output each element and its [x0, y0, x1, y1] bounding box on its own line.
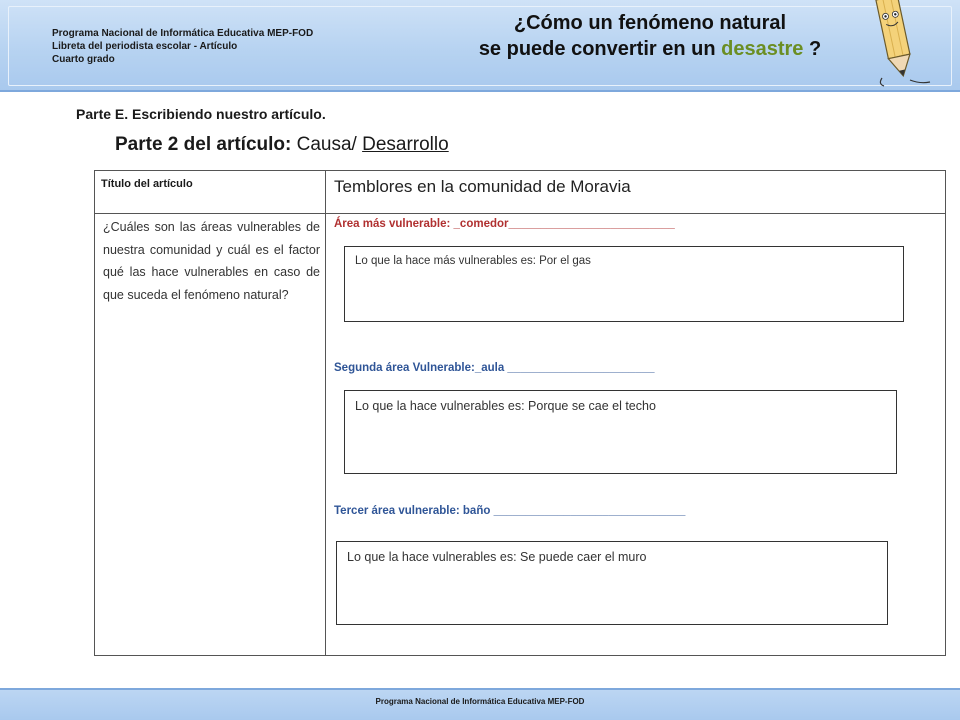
- area1-line[interactable]: Área más vulnerable: _comedor__________________________: [334, 218, 675, 230]
- part-title: [115, 134, 449, 156]
- header-title-suffix: ?: [803, 38, 822, 60]
- vulnerable-areas-question: ¿Cuáles son las áreas vulnerables de nuestra comunidad y cuál es el factor qué las hace vulnerables en caso de que suceda el fenómeno natural?: [103, 220, 320, 302]
- grade-label: Cuarto grado: [52, 54, 115, 65]
- header-title-line1: ¿Cómo un fenómeno natural: [513, 12, 787, 34]
- notebook-name: Libreta del periodista escolar - Artículo: [52, 41, 238, 52]
- pencil-character-icon: [860, 0, 940, 92]
- area2-reason-box[interactable]: Lo que la hace vulnerables es: Porque se cae el techo: [344, 390, 897, 474]
- part-title-normal: Causa/: [291, 134, 363, 155]
- program-info: [52, 27, 313, 66]
- section-label: Parte E. Escribiendo nuestro artículo.: [76, 106, 326, 122]
- area1-reason-box[interactable]: Lo que la hace más vulnerables es: Por el gas: [344, 246, 904, 322]
- part-title-underlined: Desarrollo: [362, 134, 449, 155]
- area2-line[interactable]: Segunda área Vulnerable:_aula _______________________: [334, 362, 655, 374]
- area3-reason-box[interactable]: Lo que la hace vulnerables es: Se puede caer el muro: [336, 541, 888, 625]
- header-title-accent: desastre: [721, 38, 804, 60]
- header-title: [440, 10, 860, 62]
- footer-text: Programa Nacional de Informática Educativa MEP-FOD: [375, 697, 585, 706]
- area3-line[interactable]: Tercer área vulnerable: baño ______________________________: [334, 505, 686, 517]
- table-column-divider: [325, 170, 326, 656]
- table-row-divider: [94, 213, 946, 214]
- header-title-line2: [440, 36, 860, 62]
- header-title-prefix: se puede convertir en un: [478, 38, 722, 60]
- article-title-label: Título del artículo: [101, 178, 193, 190]
- program-name: Programa Nacional de Informática Educativa MEP-FOD: [52, 28, 314, 39]
- part-title-strong: Parte 2 del artículo:: [115, 134, 292, 155]
- article-title-value[interactable]: Temblores en la comunidad de Moravia: [334, 177, 631, 196]
